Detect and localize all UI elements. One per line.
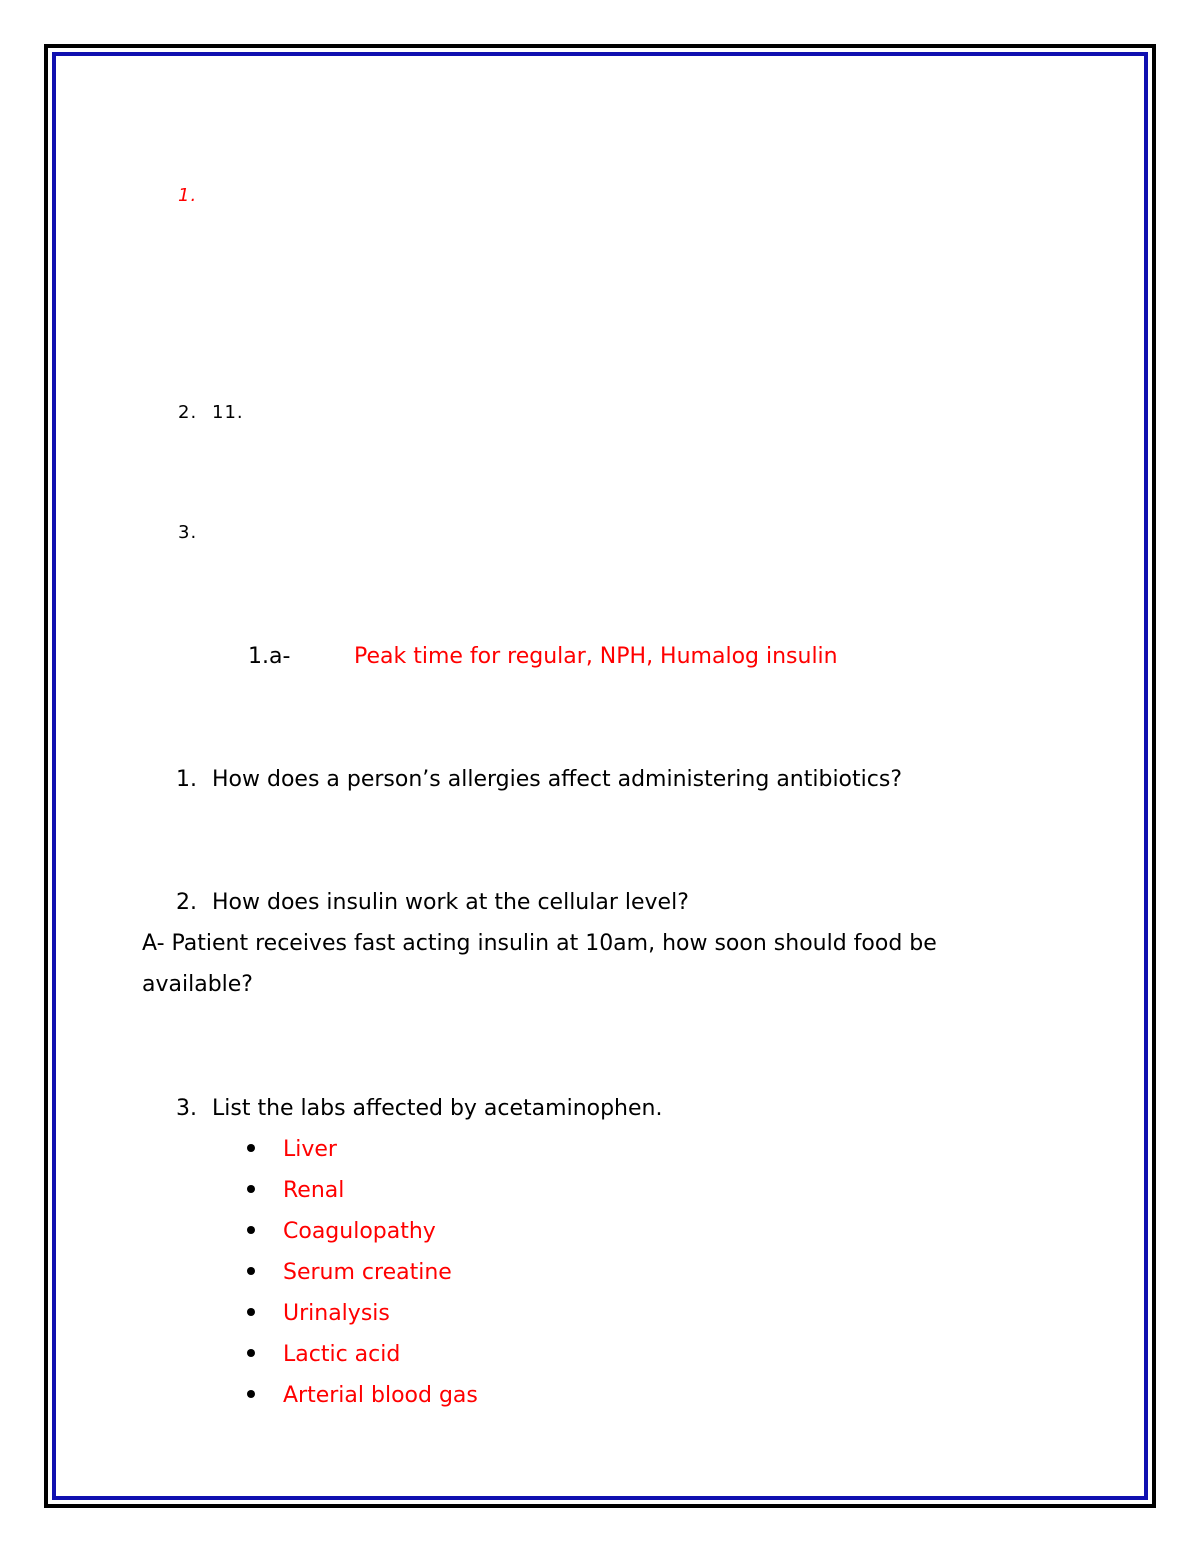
lab-item-lactic-acid: Lactic acid <box>283 1342 401 1367</box>
bullet-icon <box>247 1267 255 1275</box>
lab-item-renal: Renal <box>283 1178 345 1203</box>
bullet-icon <box>247 1185 255 1193</box>
list-number-1: 1. <box>178 185 198 206</box>
bullet-icon <box>247 1226 255 1234</box>
bullet-icon <box>247 1390 255 1398</box>
answer-a-line-2: available? <box>142 972 253 997</box>
question-1-text: How does a person’s allergies affect administering antibiotics? <box>212 767 902 792</box>
list-number-11: 11. <box>212 402 244 423</box>
answer-a-line-1: A- Patient receives fast acting insulin at 10am, how soon should food be <box>142 931 937 956</box>
lab-item-arterial-blood-gas: Arterial blood gas <box>283 1383 478 1408</box>
peak-line-text: Peak time for regular, NPH, Humalog insulin <box>354 644 838 669</box>
question-2-text: How does insulin work at the cellular level? <box>212 890 689 915</box>
bullet-icon <box>247 1144 255 1152</box>
question-3-text: List the labs affected by acetaminophen. <box>212 1096 663 1121</box>
lab-item-urinalysis: Urinalysis <box>283 1301 390 1326</box>
lab-item-liver: Liver <box>283 1137 337 1162</box>
question-1-number: 1. <box>176 767 197 792</box>
question-3-number: 3. <box>176 1096 197 1121</box>
list-number-3: 3. <box>178 522 198 543</box>
lab-item-serum-creatine: Serum creatine <box>283 1260 452 1285</box>
lab-item-coagulopathy: Coagulopathy <box>283 1219 436 1244</box>
question-2-number: 2. <box>176 890 197 915</box>
bullet-icon <box>247 1308 255 1316</box>
list-number-2: 2. <box>178 402 198 423</box>
peak-line-marker: 1.a- <box>248 644 291 669</box>
bullet-icon <box>247 1349 255 1357</box>
